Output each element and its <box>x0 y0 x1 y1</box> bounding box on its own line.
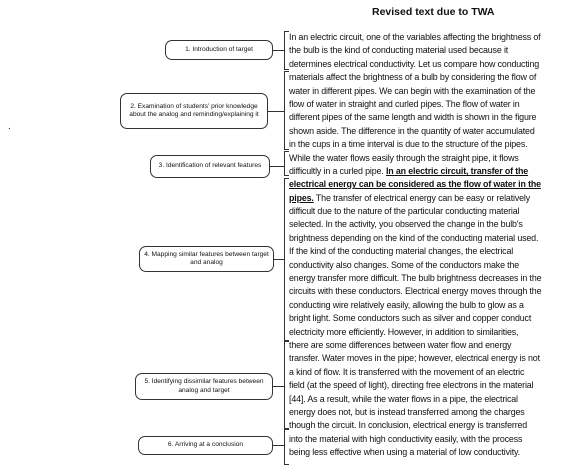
text-line: different pipes of the same length and width is shown in the figure <box>289 112 537 123</box>
step-label: 2. Examination of students' prior knowledge about the analog and reminding/explaining it <box>129 102 259 118</box>
text-line: determines electrical conductivity. Let us compare how conducting <box>289 58 540 69</box>
text-line: being less effective when using a material of low conductivity. <box>289 447 520 458</box>
connector-line <box>274 259 284 260</box>
step-label: 3. Identification of relevant features <box>158 162 262 170</box>
connector-line <box>273 445 284 446</box>
text-line: conductivity also changes. Some of the conductors make the <box>289 259 520 270</box>
step-box-relevant-features <box>150 155 270 178</box>
text-line: shown aside. The difference in the quantity of water accumulated <box>289 125 535 136</box>
text-segment: difficultly in a curled pipe. <box>289 165 386 176</box>
text-line: electricity more efficiently. However, in addition to similarities, <box>289 326 519 337</box>
step-box-conclusion <box>138 436 273 455</box>
text-line: field (at the speed of light), directing free electrons in the material <box>289 380 534 391</box>
text-line: the bulb is the kind of conducting material used because it <box>289 45 509 56</box>
connector-line <box>273 50 284 51</box>
text-line: energy does not, but is instead transferred among the charges <box>289 406 525 417</box>
step-box-mapping-similar <box>139 246 274 272</box>
text-line <box>289 165 584 178</box>
text-line: transfer. Water moves in the pipe; however, electrical energy is not <box>289 353 540 364</box>
text-line: flow of water in straight and curled pipes. The flow of water in <box>289 98 520 109</box>
step-box-introduction <box>165 40 273 60</box>
text-line: In an electric circuit, one of the variables affecting the brightness of <box>289 32 541 42</box>
emphasized-text: In an electric circuit, transfer of the <box>385 165 529 176</box>
connector-line <box>270 166 284 167</box>
text-line <box>289 192 584 205</box>
revised-text-body <box>289 31 584 460</box>
text-line: into the material with high conductivity easily, with the process <box>289 433 523 444</box>
text-line: If the kind of the conducting material changes, the electrical <box>289 246 514 257</box>
text-line: bright light. Some conductors such as silver and copper conduct <box>289 313 532 324</box>
text-line: energy transfer more difficult. The bulb brightness decreases in the <box>289 273 542 284</box>
text-line: brightness depending on the kind of the conducting material used. <box>289 232 539 243</box>
text-segment: The transfer of electrical energy can be easy or relatively <box>313 192 531 203</box>
emphasized-text: electrical energy can be considered as the flow of water in the <box>289 179 541 190</box>
step-label: 6. Arriving at a conclusion <box>167 441 244 449</box>
text-line: though the circuit. In conclusion, electrical energy is transferred <box>289 420 528 431</box>
step-label: 5. Identifying dissimilar features between analog and target <box>144 378 264 394</box>
connector-line <box>273 386 284 387</box>
step-label: 1. Introduction of target <box>185 45 253 53</box>
text-line: While the water flows easily through the straight pipe, it flows <box>289 152 519 163</box>
text-line: selected. In the activity, you observed the change in the bulb's <box>289 219 523 230</box>
text-line: materials affect the brightness of a bulb by considering the flow of <box>289 72 537 83</box>
page-title: Revised text due to TWA <box>372 6 495 18</box>
text-line: difficult due to the nature of the particular conducting material <box>289 206 520 217</box>
bullet-dot: . <box>8 121 11 132</box>
connector-line <box>268 111 284 112</box>
text-line: a kind of flow. It is transferred with the movement of an electric <box>289 366 525 377</box>
text-line: [44]. As a result, while the water flows in a pipe, the electrical <box>289 393 518 404</box>
step-box-prior-knowledge <box>120 93 268 129</box>
text-line: circuits with these conductors. Electrical energy moves through the <box>289 286 542 297</box>
step-box-dissimilar-features <box>135 373 273 400</box>
text-line: in the cups in a time interval is due to the structure of the pipes. <box>289 139 528 150</box>
text-line: conducting wire relatively easily, allowing the bulb to glow as a <box>289 299 524 310</box>
text-line: there are some differences between water flow and energy <box>289 339 512 350</box>
text-line: water in different pipes. We can begin with the examination of the <box>289 85 536 96</box>
emphasized-text: pipes. <box>289 192 314 203</box>
step-label: 4. Mapping similar features between target and analog <box>144 250 269 266</box>
